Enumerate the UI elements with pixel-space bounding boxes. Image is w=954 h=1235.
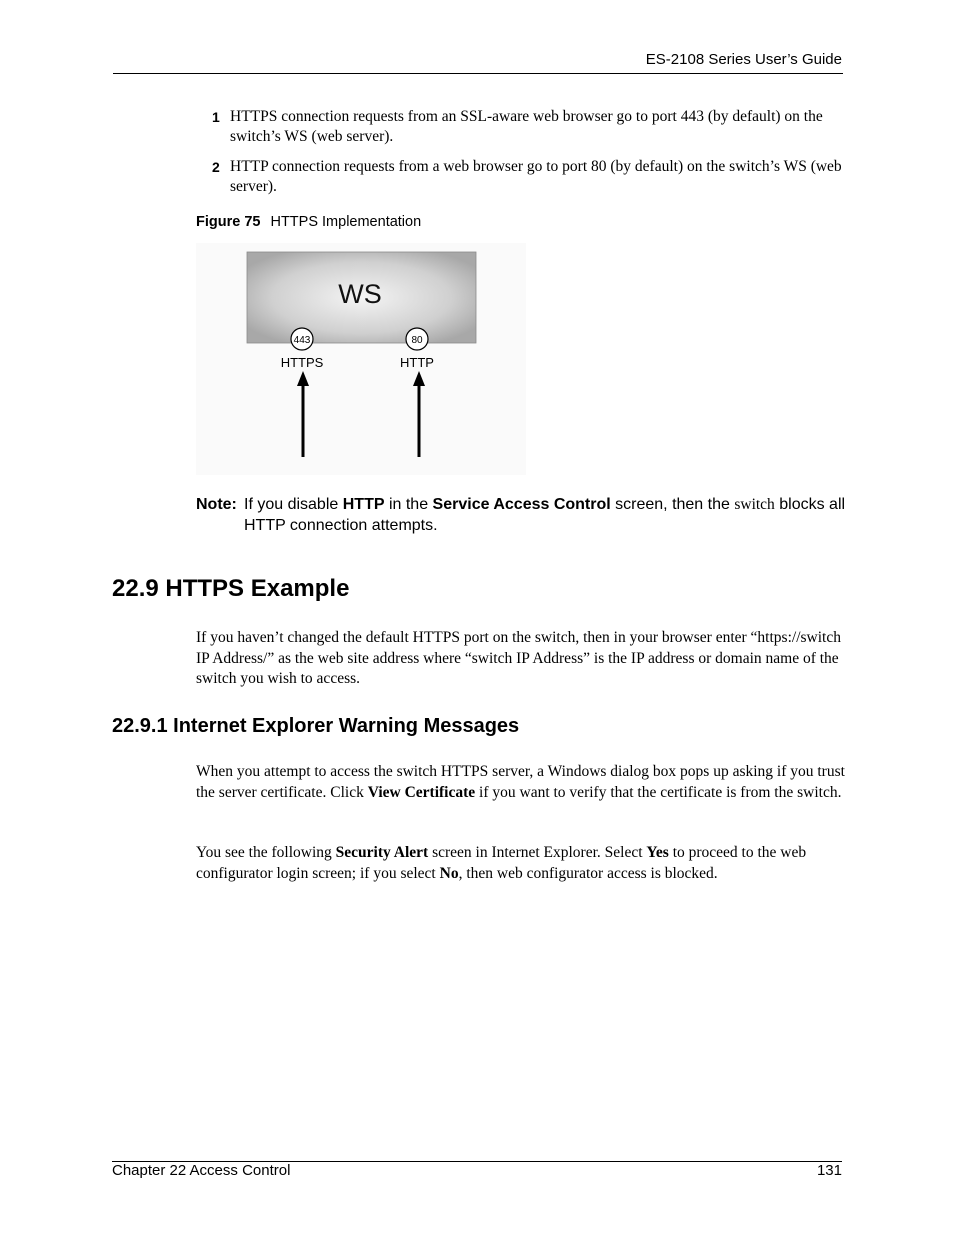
note-body: If you disable HTTP in the Service Access Control screen, then the switch blocks all HTTP connection attempts. bbox=[244, 496, 846, 534]
step-text: HTTP connection requests from a web browser go to port 80 (by default) on the switch’s WS (web server). bbox=[230, 158, 842, 195]
https-label: HTTPS bbox=[280, 355, 324, 370]
step-text: HTTPS connection requests from an SSL-aware web browser go to port 443 (by default) on the switch’s WS (web server). bbox=[230, 108, 823, 145]
section-paragraph: If you haven’t changed the default HTTPS port on the switch, then in your browser enter “https://switch IP Address/” as the web site address where “switch IP Address” is the IP address or domain name of the switch you wish to access. bbox=[196, 629, 841, 687]
http-label: HTTP bbox=[400, 355, 434, 370]
port-443-label: 443 bbox=[293, 335, 311, 346]
note bbox=[196, 494, 846, 536]
https-implementation-diagram bbox=[196, 243, 526, 475]
step-number: 1 bbox=[212, 109, 220, 125]
subsection-heading: 22.9.1 Internet Explorer Warning Messages bbox=[112, 715, 520, 737]
footer-chapter: Chapter 22 Access Control bbox=[112, 1162, 291, 1179]
subsection-paragraph-2: You see the following Security Alert screen in Internet Explorer. Select Yes to proceed to the web configurator login screen; if you select No, then web configurator access is blocked. bbox=[196, 844, 807, 882]
web-server-label: WS bbox=[338, 279, 382, 309]
step-number: 2 bbox=[212, 159, 220, 175]
note-label: Note: bbox=[196, 496, 237, 513]
header-rule bbox=[113, 73, 843, 74]
figure-caption bbox=[196, 214, 421, 230]
footer-page-number: 131 bbox=[816, 1162, 842, 1179]
figure-label: Figure 75 bbox=[196, 214, 261, 230]
section-heading: 22.9 HTTPS Example bbox=[112, 575, 350, 602]
figure-title: HTTPS Implementation bbox=[270, 214, 422, 230]
step-1 bbox=[212, 107, 852, 147]
port-80-label: 80 bbox=[411, 335, 423, 346]
running-header: ES-2108 Series User’s Guide bbox=[645, 51, 842, 68]
subsection-paragraph-1: When you attempt to access the switch HTTPS server, a Windows dialog box pops up asking if you trust the server certificate. Click View Certificate if you want to verify that the certificate is from the switch. bbox=[196, 763, 845, 801]
step-2 bbox=[212, 157, 852, 197]
